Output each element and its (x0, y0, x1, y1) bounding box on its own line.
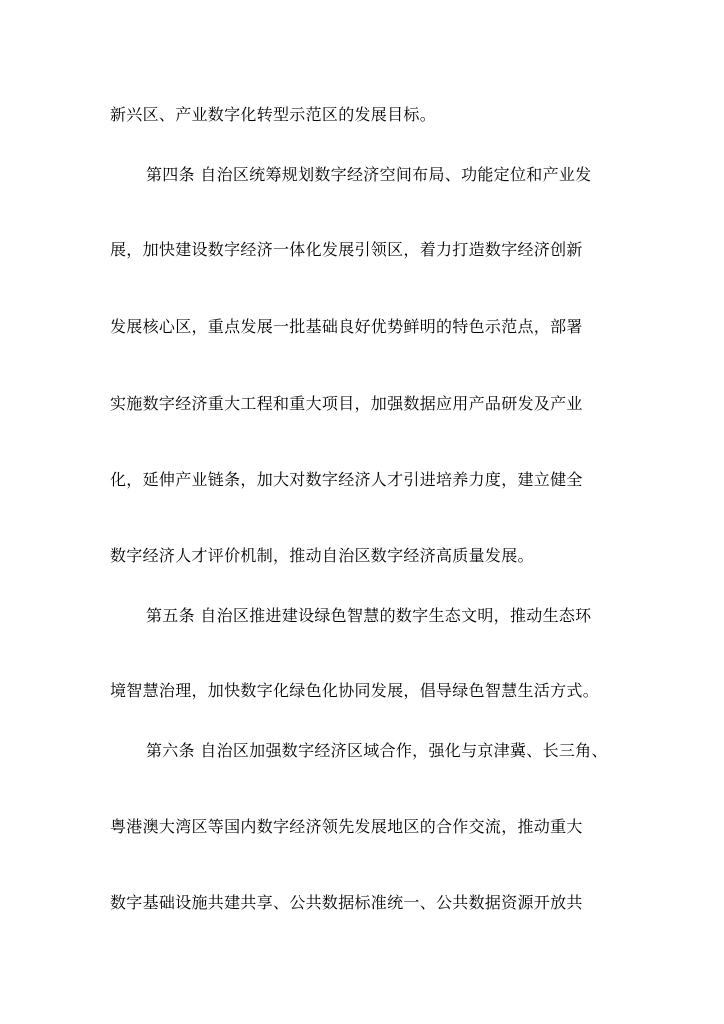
text-line-6: 化，延伸产业链条，加大对数字经济人才引进培养力度，建立健全 (110, 470, 583, 489)
text-line-7: 数字经济人才评价机制，推动自治区数字经济高质量发展。 (110, 546, 534, 565)
text-line-4: 发展核心区，重点发展一批基础良好优势鲜明的特色示范点，部署 (110, 317, 583, 336)
text-line-9: 境智慧治理，加快数字化绿色化协同发展，倡导绿色智慧生活方式。 (110, 681, 600, 700)
article-5-heading-line: 第五条 自治区推进建设绿色智慧的数字生态文明，推动生态环 (146, 606, 592, 625)
article-4-heading-line: 第四条 自治区统筹规划数字经济空间布局、功能定位和产业发 (146, 165, 592, 184)
article-6-heading-line: 第六条 自治区加强数字经济区域合作，强化与京津冀、长三角、 (146, 741, 608, 760)
text-line-5: 实施数字经济重大工程和重大项目，加强数据应用产品研发及产业 (110, 394, 583, 413)
text-line-1: 新兴区、产业数字化转型示范区的发展目标。 (110, 105, 437, 124)
text-line-12: 数字基础设施共建共享、公共数据标准统一、公共数据资源开放共 (110, 893, 583, 912)
text-line-3: 展，加快建设数字经济一体化发展引领区，着力打造数字经济创新 (110, 240, 583, 259)
text-line-11: 粤港澳大湾区等国内数字经济领先发展地区的合作交流，推动重大 (110, 817, 583, 836)
